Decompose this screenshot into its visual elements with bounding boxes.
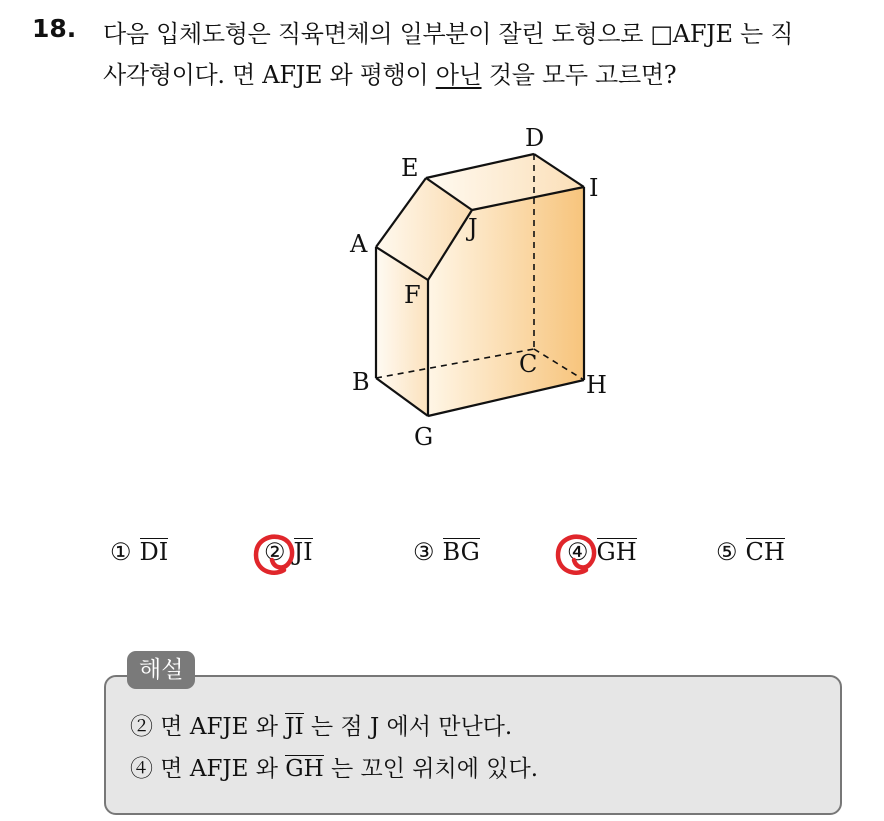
solution-text: 는 꼬인 위치에 있다. [323,756,539,782]
solution-tag: 해설 [127,651,195,689]
vertex-label-C: C [519,350,538,378]
choice-segment: CH [745,538,785,566]
answer-mark-2 [250,530,300,578]
solution-text: 는 점 J 에서 만난다. [303,714,513,740]
choice-3[interactable] [413,538,480,566]
solution-line-1 [130,708,512,741]
vertex-label-E: E [401,154,419,182]
vertex-label-I: I [589,174,599,202]
question-text-part1: 사각형이다. 면 AFJE 와 평행이 [103,61,436,89]
vertex-label-B: B [352,368,370,396]
solution-number: ④ [130,756,153,782]
vertex-label-G: G [414,423,434,451]
question-text-line2 [103,55,676,90]
choice-number: ⑤ [716,538,738,566]
vertex-label-J: J [468,214,478,242]
solution-number: ② [130,714,153,740]
solution-text: 면 AFJE 와 [153,756,286,782]
choice-segment: BG [442,538,480,566]
question-text-line1: 다음 입체도형은 직육면체의 일부분이 잘린 도형으로 □AFJE 는 직 [103,20,794,48]
underlined-word: 아닌 [435,61,482,89]
choice-segment: GH [596,538,637,566]
choice-number: ① [110,538,132,566]
choice-segment: DI [139,538,169,566]
choice-1[interactable] [110,538,168,566]
choice-number: ③ [413,538,435,566]
solution-segment: JI [285,714,304,740]
solution-line-2 [130,750,538,783]
answer-mark-4 [552,530,602,578]
question-text-part2: 것을 모두 고르면? [481,61,677,89]
choice-number: ② [264,538,286,566]
vertex-label-H: H [586,371,607,399]
vertex-label-F: F [404,281,421,309]
choice-segment: JI [293,538,313,566]
choice-number: ④ [567,538,589,566]
solution-segment: GH [285,756,324,782]
solution-box [104,675,842,815]
vertex-label-A: A [350,230,368,258]
choice-5[interactable] [716,538,785,566]
question-number: 18. [32,14,77,43]
vertex-label-D: D [525,124,545,152]
solution-text: 면 AFJE 와 [153,714,286,740]
solid-figure [320,110,640,455]
